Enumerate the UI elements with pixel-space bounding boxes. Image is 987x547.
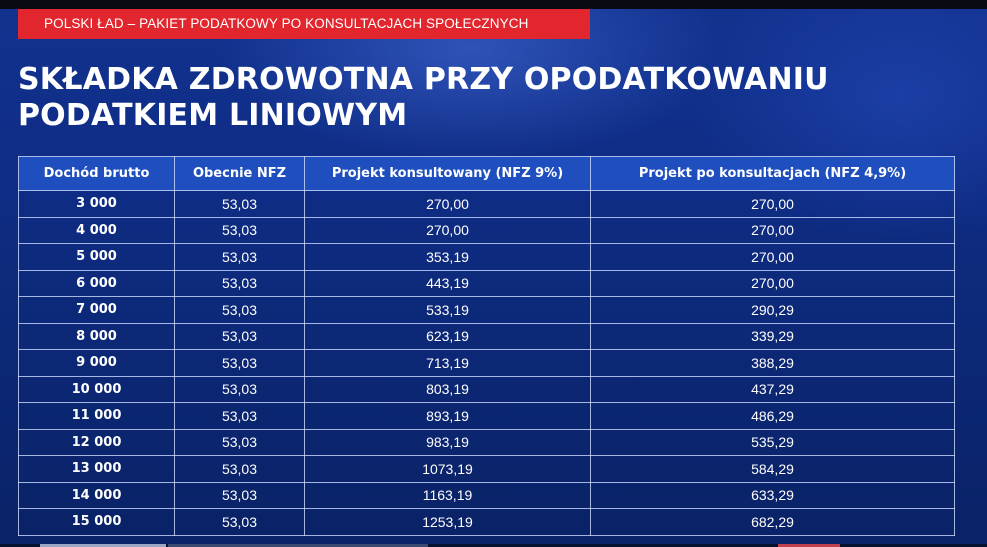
income-cell: 14 000 (19, 482, 175, 509)
consulted-project-cell: 270,00 (305, 217, 591, 244)
post-consultation-cell: 270,00 (591, 191, 955, 218)
post-consultation-cell: 584,29 (591, 456, 955, 483)
table-row (19, 323, 955, 350)
post-consultation-cell: 270,00 (591, 270, 955, 297)
table-header-row (19, 157, 955, 191)
column-header-consulted-project: Projekt konsultowany (NFZ 9%) (305, 157, 591, 191)
post-consultation-cell: 633,29 (591, 482, 955, 509)
consulted-project-cell: 270,00 (305, 191, 591, 218)
income-cell: 7 000 (19, 297, 175, 324)
consulted-project-cell: 803,19 (305, 376, 591, 403)
post-consultation-cell: 270,00 (591, 244, 955, 271)
income-cell: 8 000 (19, 323, 175, 350)
post-consultation-cell: 339,29 (591, 323, 955, 350)
slide (0, 9, 987, 547)
post-consultation-cell: 682,29 (591, 509, 955, 536)
table-row (19, 403, 955, 430)
consulted-project-cell: 353,19 (305, 244, 591, 271)
post-consultation-cell: 270,00 (591, 217, 955, 244)
consulted-project-cell: 1253,19 (305, 509, 591, 536)
table-row (19, 509, 955, 536)
income-cell: 12 000 (19, 429, 175, 456)
current-nfz-cell: 53,03 (175, 217, 305, 244)
table-row (19, 456, 955, 483)
income-cell: 9 000 (19, 350, 175, 377)
income-cell: 6 000 (19, 270, 175, 297)
income-cell: 4 000 (19, 217, 175, 244)
current-nfz-cell: 53,03 (175, 376, 305, 403)
table-row (19, 482, 955, 509)
consulted-project-cell: 443,19 (305, 270, 591, 297)
section-tag: POLSKI ŁAD – PAKIET PODATKOWY PO KONSULTACJACH SPOŁECZNYCH (18, 9, 590, 39)
current-nfz-cell: 53,03 (175, 429, 305, 456)
current-nfz-cell: 53,03 (175, 482, 305, 509)
table-row (19, 244, 955, 271)
column-header-current-nfz: Obecnie NFZ (175, 157, 305, 191)
current-nfz-cell: 53,03 (175, 350, 305, 377)
title-line-2: PODATKIEM LINIOWYM (18, 98, 408, 133)
income-cell: 13 000 (19, 456, 175, 483)
table-row (19, 350, 955, 377)
post-consultation-cell: 388,29 (591, 350, 955, 377)
consulted-project-cell: 893,19 (305, 403, 591, 430)
consulted-project-cell: 983,19 (305, 429, 591, 456)
income-cell: 3 000 (19, 191, 175, 218)
column-header-income: Dochód brutto (19, 157, 175, 191)
current-nfz-cell: 53,03 (175, 270, 305, 297)
table-row (19, 217, 955, 244)
current-nfz-cell: 53,03 (175, 244, 305, 271)
title-line-1: SKŁADKA ZDROWOTNA PRZY OPODATKOWANIU (18, 62, 829, 97)
current-nfz-cell: 53,03 (175, 403, 305, 430)
post-consultation-cell: 290,29 (591, 297, 955, 324)
table-body (19, 191, 955, 536)
income-cell: 10 000 (19, 376, 175, 403)
post-consultation-cell: 486,29 (591, 403, 955, 430)
income-cell: 15 000 (19, 509, 175, 536)
consulted-project-cell: 533,19 (305, 297, 591, 324)
page-title (18, 62, 829, 134)
post-consultation-cell: 437,29 (591, 376, 955, 403)
current-nfz-cell: 53,03 (175, 323, 305, 350)
table-row (19, 191, 955, 218)
current-nfz-cell: 53,03 (175, 509, 305, 536)
current-nfz-cell: 53,03 (175, 297, 305, 324)
consulted-project-cell: 713,19 (305, 350, 591, 377)
consulted-project-cell: 623,19 (305, 323, 591, 350)
table-row (19, 429, 955, 456)
column-header-post-consultation-project: Projekt po konsultacjach (NFZ 4,9%) (591, 157, 955, 191)
table-row (19, 297, 955, 324)
current-nfz-cell: 53,03 (175, 456, 305, 483)
table-row (19, 376, 955, 403)
post-consultation-cell: 535,29 (591, 429, 955, 456)
income-cell: 11 000 (19, 403, 175, 430)
current-nfz-cell: 53,03 (175, 191, 305, 218)
contribution-table (18, 156, 955, 536)
consulted-project-cell: 1163,19 (305, 482, 591, 509)
income-cell: 5 000 (19, 244, 175, 271)
consulted-project-cell: 1073,19 (305, 456, 591, 483)
table-row (19, 270, 955, 297)
